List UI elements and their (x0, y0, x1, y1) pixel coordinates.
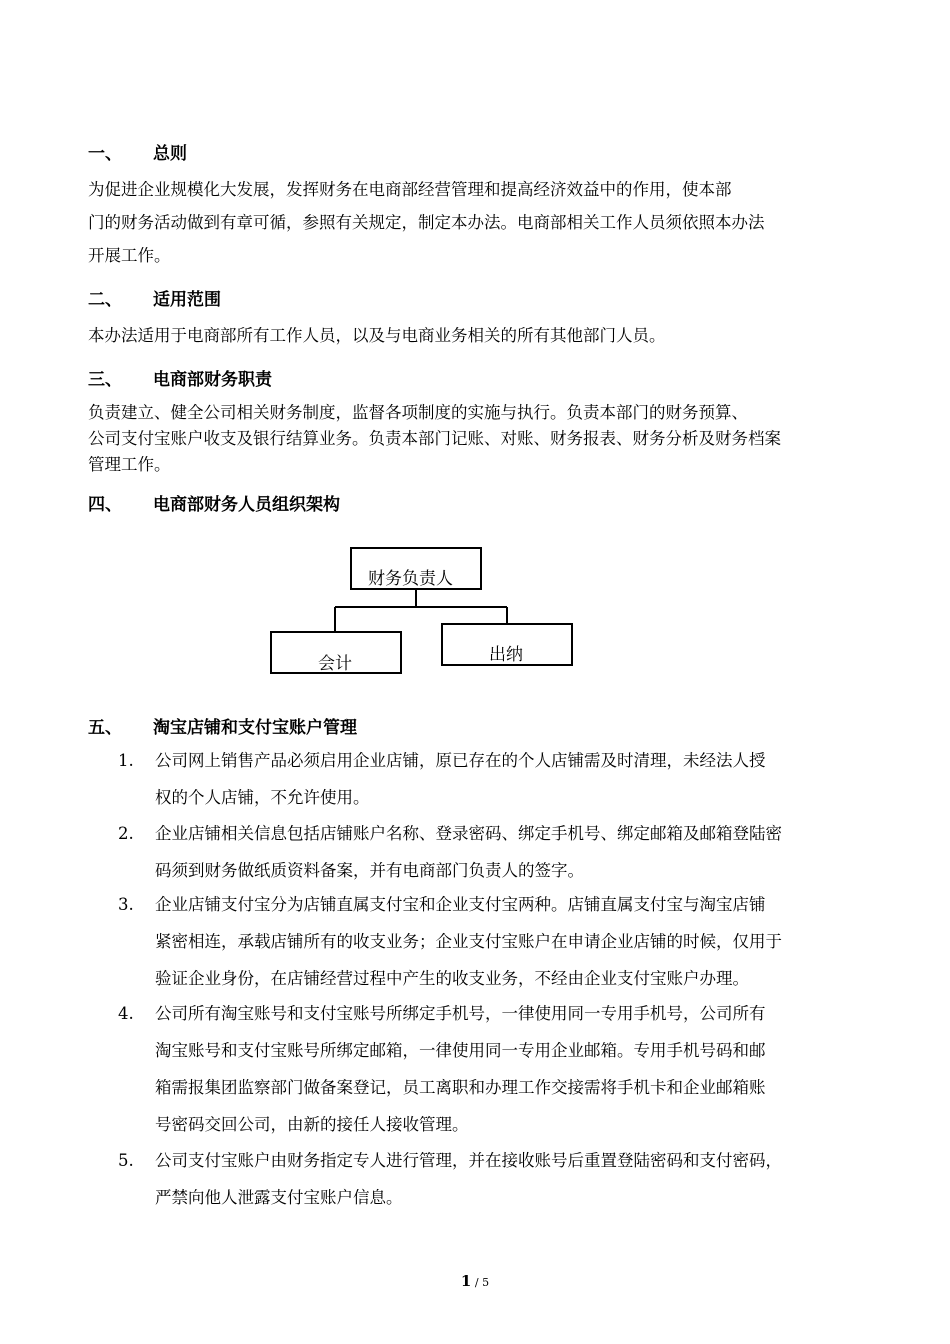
list-item-line: 公司支付宝账户由财务指定专人进行管理，并在接收账号后重置登陆密码和支付密码， (155, 1151, 782, 1170)
list-item-line: 权的个人店铺，不允许使用。 (155, 788, 370, 807)
list-item-number: 4. (118, 1004, 134, 1023)
list-item-line: 码须到财务做纸质资料备案，并有电商部门负责人的签字。 (155, 861, 584, 880)
paragraph-line: 管理工作。 (88, 455, 171, 474)
paragraph-line: 为促进企业规模化大发展，发挥财务在电商部经营管理和提高经济效益中的作用，使本部 (88, 180, 732, 199)
list-item-number: 3. (118, 895, 134, 914)
list-item-line: 紧密相连，承载店铺所有的收支业务；企业支付宝账户在申请企业店铺的时候，仅用于 (155, 932, 782, 951)
list-item-number: 5. (118, 1151, 134, 1170)
org-label-head: 财务负责人 (368, 569, 453, 589)
paragraph-line: 本办法适用于电商部所有工作人员，以及与电商业务相关的所有其他部门人员。 (88, 326, 666, 345)
section-number: 三、 (88, 370, 122, 390)
section-number: 四、 (88, 495, 122, 515)
paragraph-line: 公司支付宝账户收支及银行结算业务。负责本部门记账、对账、财务报表、财务分析及财务档案 (88, 429, 781, 448)
list-item-line: 验证企业身份，在店铺经营过程中产生的收支业务，不经由企业支付宝账户办理。 (155, 969, 749, 988)
paragraph-line: 负责建立、健全公司相关财务制度，监督各项制度的实施与执行。负责本部门的财务预算、 (88, 403, 748, 422)
section-title: 电商部财务职责 (153, 370, 272, 390)
section-title: 淘宝店铺和支付宝账户管理 (153, 718, 357, 738)
org-label-accountant: 会计 (318, 654, 352, 674)
list-item-number: 1. (118, 751, 134, 770)
list-item (118, 995, 878, 1143)
list-item-line: 严禁向他人泄露支付宝账户信息。 (155, 1188, 403, 1207)
section-number: 二、 (88, 290, 122, 310)
page-number: 1 / 5 (460, 1272, 490, 1290)
list-item-number: 2. (118, 824, 134, 843)
list-item-line: 淘宝账号和支付宝账号所绑定邮箱，一律使用同一专用企业邮箱。专用手机号码和邮 (155, 1041, 766, 1060)
list-item-line: 箱需报集团监察部门做备案登记，员工离职和办理工作交接需将手机卡和企业邮箱账 (155, 1078, 766, 1097)
list-item-line: 企业店铺相关信息包括店铺账户名称、登录密码、绑定手机号、绑定邮箱及邮箱登陆密 (155, 824, 782, 843)
section-number: 一、 (88, 144, 122, 164)
list-item (118, 1142, 878, 1216)
total-pages: 5 (482, 1276, 490, 1289)
section-number: 五、 (88, 718, 122, 738)
list-item-line: 公司网上销售产品必须启用企业店铺，原已存在的个人店铺需及时清理，未经法人授 (155, 751, 766, 770)
section-title: 总则 (153, 144, 187, 164)
list-item (118, 886, 878, 997)
section-heading-5 (88, 713, 357, 738)
list-item-line: 公司所有淘宝账号和支付宝账号所绑定手机号，一律使用同一专用手机号，公司所有 (155, 1004, 766, 1023)
org-label-cashier: 出纳 (489, 645, 523, 665)
paragraph-line: 门的财务活动做到有章可循，参照有关规定，制定本办法。电商部相关工作人员须依照本办法 (88, 213, 765, 232)
list-item (118, 742, 878, 816)
current-page: 1 (460, 1272, 472, 1290)
section-title: 电商部财务人员组织架构 (153, 495, 340, 515)
list-item-line: 号密码交回公司，由新的接任人接收管理。 (155, 1115, 469, 1134)
section-title: 适用范围 (153, 290, 221, 310)
paragraph-line: 开展工作。 (88, 246, 171, 265)
list-item (118, 815, 878, 889)
list-item-line: 企业店铺支付宝分为店铺直属支付宝和企业支付宝两种。店铺直属支付宝与淘宝店铺 (155, 895, 766, 914)
